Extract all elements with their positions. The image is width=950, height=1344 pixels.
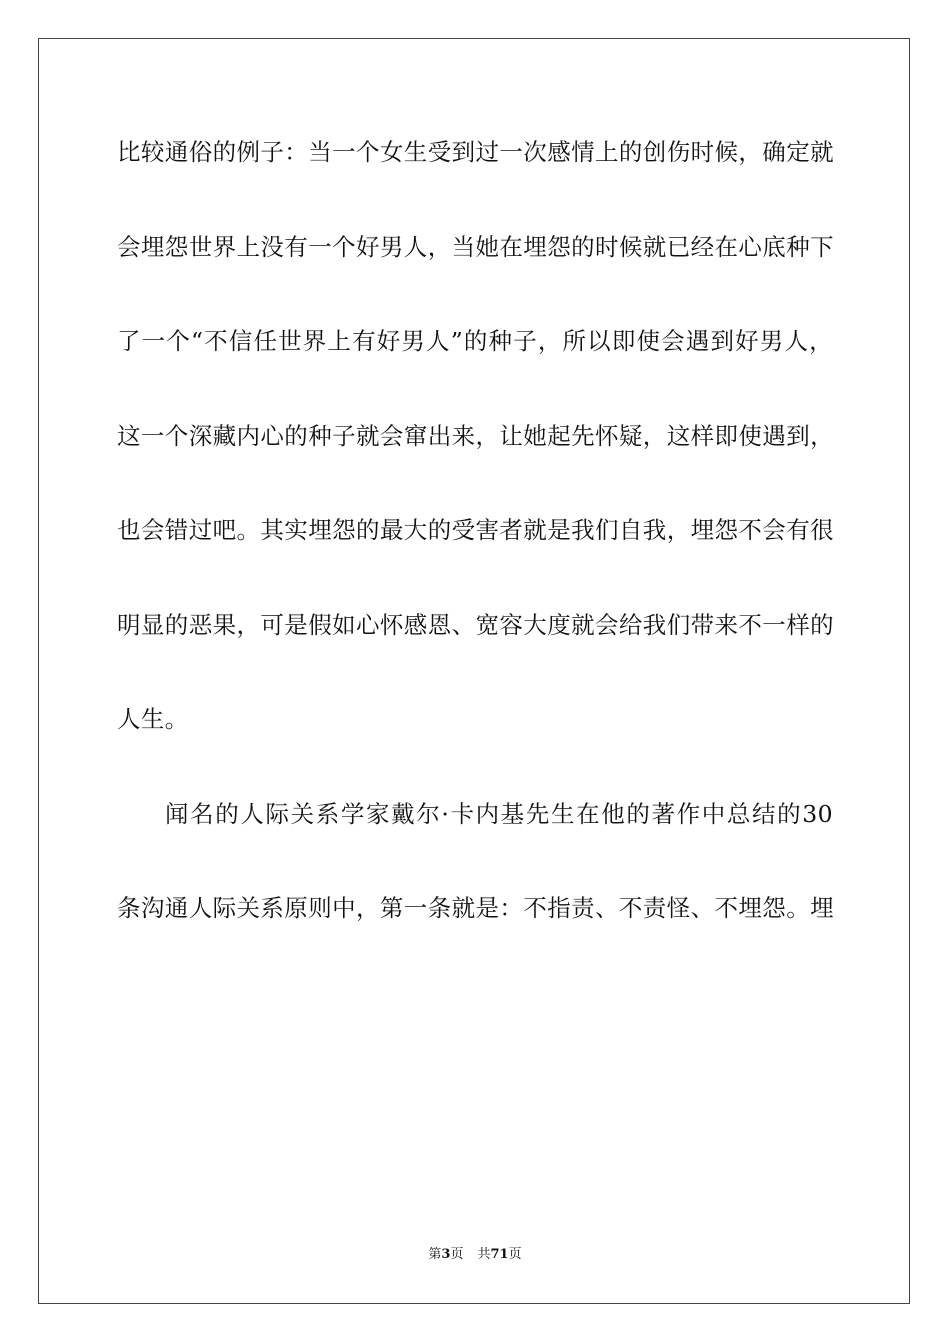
total-suffix: 页 [508,1247,522,1262]
page-suffix: 页 [450,1247,464,1262]
page-prefix: 第 [428,1247,442,1262]
total-prefix: 共 [477,1247,491,1262]
text-line: 人生。 [117,705,189,733]
text-line: 了一个“不信任世界上有好男人”的种子，所以即使会遇到好男人， [117,327,833,355]
page-number: 3 [441,1247,451,1262]
total-pages: 71 [490,1247,509,1262]
document-body [117,128,833,979]
text-line: 条沟通人际关系原则中，第一条就是：不指责、不责怪、不埋怨。埋 [117,894,834,922]
page-footer [0,1246,950,1264]
text-line: 也会错过吧。其实埋怨的最大的受害者就是我们自我，埋怨不会有很 [117,516,834,544]
text-line: 会埋怨世界上没有一个好男人，当她在埋怨的时候就已经在心底种下 [117,232,834,261]
text-line: 比较通俗的例子：当一个女生受到过一次感情上的创伤时候，确定就 [117,138,834,166]
text-line: 明显的恶果，可是假如心怀感恩、宽容大度就会给我们带来不一样的 [117,610,834,639]
text-line: 这一个深藏内心的种子就会窜出来，让她起先怀疑，这样即使遇到， [117,421,834,450]
paragraph-first-line: 闻名的人际关系学家戴尔·卡内基先生在他的著作中总结的30 [165,799,833,828]
